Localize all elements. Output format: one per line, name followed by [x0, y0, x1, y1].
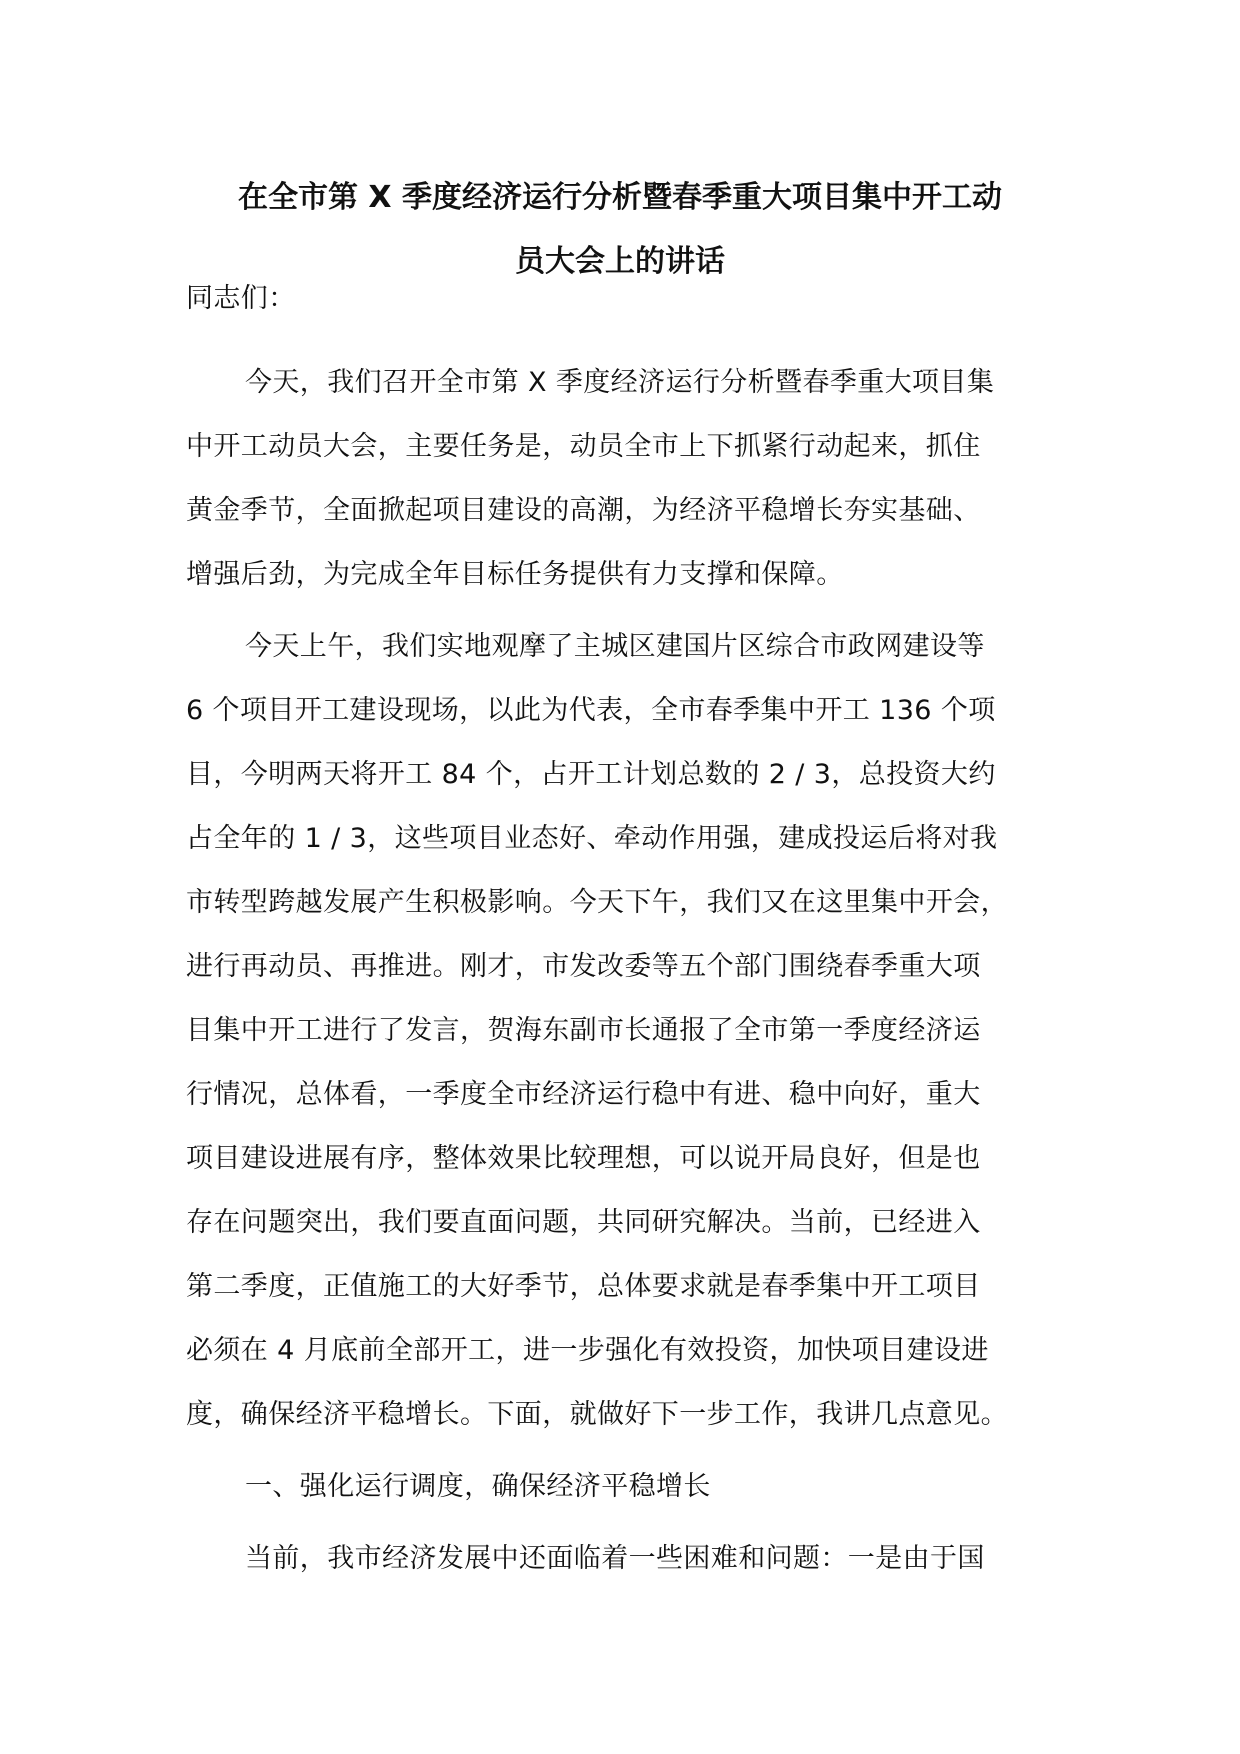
paragraph-2-line-11: 第二季度，正值施工的大好季节，总体要求就是春季集中开工项目: [186, 1271, 981, 1302]
salutation: 同志们：: [186, 283, 296, 314]
paragraph-2-line-6: 进行再动员、再推进。刚才，市发改委等五个部门围绕春季重大项: [186, 951, 981, 982]
paragraph-2-line-8: 行情况，总体看，一季度全市经济运行稳中有进、稳中向好，重大: [186, 1079, 981, 1110]
paragraph-1-line-3: 黄金季节，全面掀起项目建设的高潮，为经济平稳增长夯实基础、: [186, 495, 981, 526]
paragraph-3-line-1: 当前，我市经济发展中还面临着一些困难和问题：一是由于国: [245, 1543, 985, 1574]
paragraph-1-line-2: 中开工动员大会，主要任务是，动员全市上下抓紧行动起来，抓住: [186, 431, 981, 462]
paragraph-2-line-5: 市转型跨越发展产生积极影响。今天下午，我们又在这里集中开会，: [186, 887, 1008, 918]
paragraph-2-line-10: 存在问题突出，我们要直面问题，共同研究解决。当前，已经进入: [186, 1207, 981, 1238]
paragraph-1-line-1: 今天，我们召开全市第 X 季度经济运行分析暨春季重大项目集: [245, 367, 995, 398]
paragraph-2-line-2: 6 个项目开工建设现场，以此为代表，全市春季集中开工 136 个项: [186, 695, 996, 726]
paragraph-2-line-3: 目，今明两天将开工 84 个，占开工计划总数的 2 / 3，总投资大约: [186, 759, 996, 790]
paragraph-2-line-13: 度，确保经济平稳增长。下面，就做好下一步工作，我讲几点意见。: [186, 1399, 1008, 1430]
paragraph-2-line-1: 今天上午，我们实地观摩了主城区建国片区综合市政网建设等: [245, 631, 985, 662]
paragraph-2-line-12: 必须在 4 月底前全部开工，进一步强化有效投资，加快项目建设进: [186, 1335, 989, 1366]
paragraph-2-line-7: 目集中开工进行了发言，贺海东副市长通报了全市第一季度经济运: [186, 1015, 981, 1046]
document-title-line-1: 在全市第 X 季度经济运行分析暨春季重大项目集中开工动: [237, 180, 1003, 215]
section-heading-1: 一、强化运行调度，确保经济平稳增长: [245, 1471, 711, 1502]
document-title-line-2: 员大会上的讲话: [515, 244, 725, 279]
paragraph-1-line-4: 增强后劲，为完成全年目标任务提供有力支撑和保障。: [186, 559, 844, 590]
paragraph-2-line-4: 占全年的 1 / 3，这些项目业态好、牵动作用强，建成投运后将对我: [186, 823, 998, 854]
paragraph-2-line-9: 项目建设进展有序，整体效果比较理想，可以说开局良好，但是也: [186, 1143, 981, 1174]
